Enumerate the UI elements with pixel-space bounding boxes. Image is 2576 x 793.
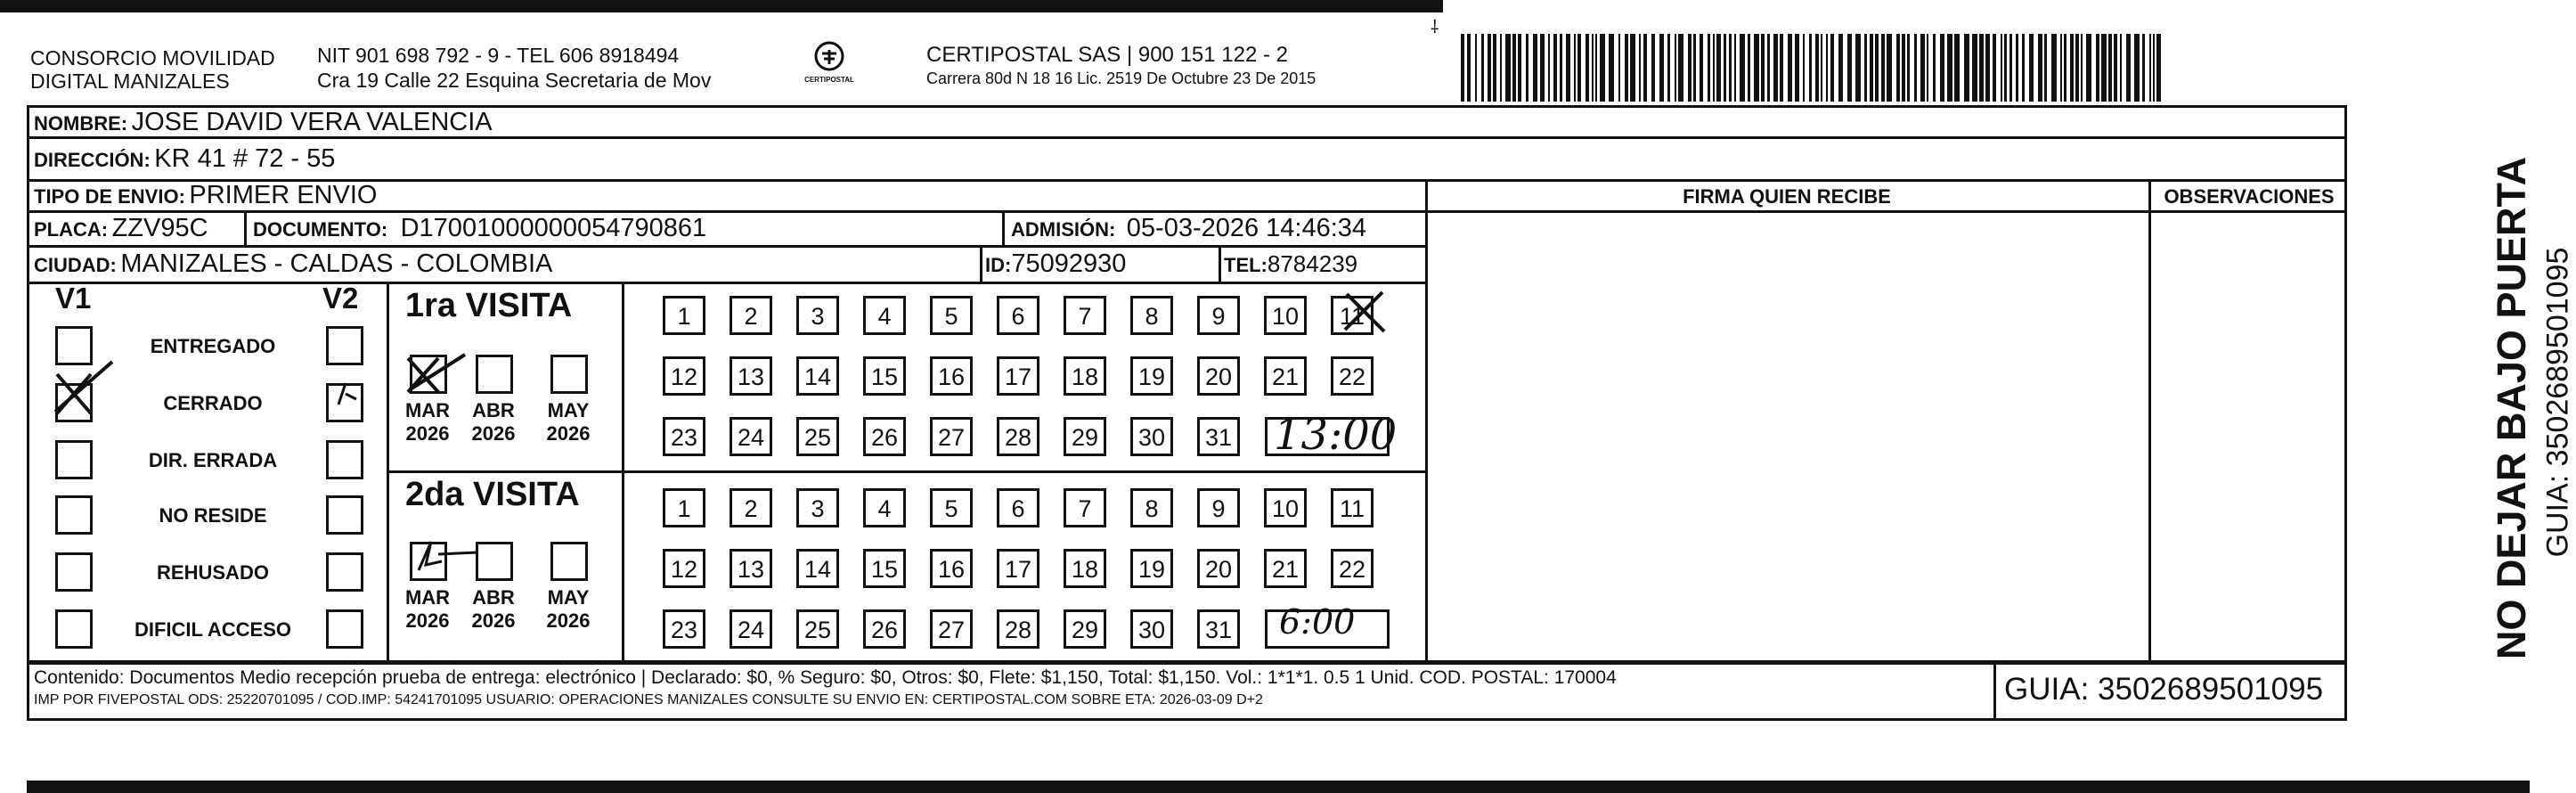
barcode-bar (1481, 34, 1484, 102)
nombre-label: NOMBRE: (34, 112, 128, 135)
barcode-bar (2075, 34, 2079, 102)
barcode-bar (1540, 34, 1545, 102)
barcode-bar (2038, 34, 2042, 102)
second-visit-time: 6:00 (1279, 602, 1356, 642)
first-day-box[interactable]: 13 (730, 356, 772, 396)
direccion-row (34, 141, 335, 181)
second-day-box[interactable]: 4 (863, 488, 906, 527)
year-label: 2026 (546, 422, 591, 445)
barcode-bar (1600, 34, 1605, 102)
barcode-bar (2134, 34, 2140, 102)
first-day-box[interactable]: 9 (1197, 296, 1240, 335)
id-cell (985, 245, 1126, 287)
first-day-box[interactable]: 7 (1064, 296, 1106, 335)
second-day-box[interactable]: 2 (730, 488, 772, 527)
second-day-box[interactable]: 22 (1331, 549, 1374, 588)
barcode-bar (2070, 34, 2074, 102)
second-day-box[interactable]: 24 (730, 609, 772, 649)
barcode-bar (1643, 34, 1647, 102)
barcode-bar (2101, 34, 2107, 102)
col-divider-observ (2148, 179, 2151, 663)
footer-line1: Contenido: Documentos Medio recepción prueba de entrega: electrónico | Declarado: $0, % Seguro: $0, Otros: $0, Flete: $1,150, Total: $1,150. Vol.: 1*1*1. 0.5 1 Unid. COD. POSTAL: 170004 (34, 667, 1617, 688)
barcode-bar (2016, 34, 2018, 102)
second-day-box[interactable]: 19 (1130, 549, 1173, 588)
first-day-box[interactable]: 20 (1197, 356, 1240, 396)
first-day-box[interactable]: 15 (863, 356, 906, 396)
v1-label: V1 (55, 282, 92, 315)
barcode-bar (1985, 34, 1990, 102)
first-day-box[interactable]: 18 (1064, 356, 1106, 396)
barcode-bar (1795, 34, 1799, 102)
tel-value: 8784239 (1267, 250, 1358, 277)
v1-checkbox[interactable] (55, 495, 93, 535)
barcode-bar (1826, 34, 1828, 102)
barcode-bar (1592, 34, 1594, 102)
barcode-bar (1716, 34, 1721, 102)
barcode-bar (1803, 34, 1805, 102)
barcode-bar (2051, 34, 2057, 102)
barcode-bar (1688, 34, 1692, 102)
barcode-bar (1518, 34, 1521, 102)
cerrado-v1-mark (50, 358, 121, 429)
row-divider (1425, 210, 2347, 213)
carrier-info (926, 43, 1316, 89)
col-divider (244, 210, 247, 246)
barcode-bar (1700, 34, 1703, 102)
ciudad-value: MANIZALES - CALDAS - COLOMBIA (120, 249, 553, 278)
nit-line: NIT 901 698 792 - 9 - TEL 606 8918494 (317, 44, 680, 67)
barcode-bar (1887, 34, 1892, 102)
second-day-box[interactable]: 13 (730, 549, 772, 588)
first-day-box[interactable]: 10 (1264, 296, 1307, 335)
first-day-box[interactable]: 21 (1264, 356, 1307, 396)
v1-checkbox[interactable] (55, 440, 93, 479)
barcode-bar (1475, 34, 1477, 102)
tel-label: TEL: (1224, 254, 1268, 276)
month-label: MAR (404, 586, 451, 609)
barcode-bar (2149, 34, 2151, 102)
barcode-bar (1809, 34, 1812, 102)
option-label: REHUSADO (157, 561, 269, 584)
barcode-bar (1560, 34, 1562, 102)
first-day-box[interactable]: 4 (863, 296, 906, 335)
col-divider (980, 245, 982, 282)
second-day-box[interactable]: 18 (1064, 549, 1106, 588)
company-line1: CONSORCIO MOVILIDAD (30, 46, 275, 69)
first-day-box[interactable]: 17 (997, 356, 1039, 396)
year-label: 2026 (546, 609, 591, 632)
month-label: ABR (472, 399, 515, 421)
barcode-bar (1500, 34, 1502, 102)
barcode-bar (1639, 34, 1641, 102)
barcode-bar (1830, 34, 1834, 102)
barcode-bar (2156, 34, 2161, 102)
logo-text: CERTIPOSTAL (804, 76, 854, 84)
barcode-bar (2120, 34, 2122, 102)
barcode-bar (1870, 34, 1873, 102)
side-warning: NO DEJAR BAJO PUERTA (2489, 156, 2534, 660)
v2-checkbox[interactable] (326, 609, 363, 649)
v1-checkbox[interactable] (55, 552, 93, 592)
second-day-box[interactable]: 8 (1130, 488, 1173, 527)
barcode-bar (1821, 34, 1822, 102)
first-day-box[interactable]: 2 (730, 296, 772, 335)
mar-first-mark (403, 349, 474, 403)
barcode-bar (1881, 34, 1885, 102)
second-visit-title: 2da VISITA (405, 476, 580, 513)
footer-line2: IMP POR FIVEPOSTAL ODS: 25220701095 / COD.IMP: 54241701095 USUARIO: OPERACIONES MANIZALES CONSULTE SU ENVIO EN: CERTIPOSTAL.COM SOBRE ETA: 2026-03-09 D+2 (34, 692, 1263, 707)
admision-value: 05-03-2026 14:46:34 (1126, 214, 1367, 242)
barcode-bar (1618, 34, 1620, 102)
visit-divider (387, 470, 1425, 473)
id-value: 75092930 (1011, 249, 1127, 278)
second-day-box[interactable]: 7 (1064, 488, 1106, 527)
barcode-bar (2044, 34, 2047, 102)
placa-value: ZZV95C (111, 214, 208, 242)
barcode-bar (1815, 34, 1819, 102)
second-day-box[interactable]: 28 (997, 609, 1039, 649)
id-label: ID: (985, 254, 1012, 276)
first-day-box[interactable]: 25 (796, 417, 839, 456)
barcode-bar (1767, 34, 1770, 102)
barcode-bar (1902, 34, 1905, 102)
company-name (30, 46, 275, 93)
barcode-bar (1651, 34, 1655, 102)
barcode-bar (1788, 34, 1792, 102)
barcode-bar (1855, 34, 1861, 102)
barcode-bar (2153, 34, 2155, 102)
barcode-bar (2004, 34, 2007, 102)
company-contact (317, 43, 711, 93)
day11-mark (1340, 285, 1393, 339)
year-label: 2026 (405, 609, 450, 632)
barcode-bar (1526, 34, 1528, 102)
barcode-bar (1773, 34, 1778, 102)
first-day-box[interactable]: 22 (1331, 356, 1374, 396)
barcode-bar (1780, 34, 1783, 102)
second-day-box[interactable]: 14 (796, 549, 839, 588)
barcode-bar (1566, 34, 1570, 102)
barcode-bar (1914, 34, 1917, 102)
certipostal-logo (802, 41, 857, 84)
barcode-bar (1920, 34, 1925, 102)
ciudad-cell (34, 245, 552, 287)
barcode-bar (1630, 34, 1635, 102)
first-day-box[interactable]: 28 (997, 417, 1039, 456)
first-day-box[interactable]: 5 (930, 296, 973, 335)
barcode-bar (1838, 34, 1843, 102)
barcode-bar (1461, 34, 1464, 102)
month-label: ABR (472, 586, 515, 609)
barcode-bar (1940, 34, 1944, 102)
second-day-box[interactable]: 30 (1130, 609, 1173, 649)
barcode-bar (1748, 34, 1750, 102)
documento-value: D17001000000054790861 (400, 214, 707, 242)
option-label: NO RESIDE (159, 504, 267, 527)
barcode-bar (1533, 34, 1537, 102)
second-day-box[interactable]: 16 (930, 549, 973, 588)
second-day-box[interactable]: 12 (663, 549, 705, 588)
first-day-box[interactable]: 6 (997, 296, 1039, 335)
v2-label: V2 (322, 282, 359, 315)
year-label: 2026 (471, 422, 516, 445)
barcode-bar (1467, 34, 1471, 102)
barcode-bar (1586, 34, 1589, 102)
second-day-box[interactable]: 17 (997, 549, 1039, 588)
barcode-bar (2009, 34, 2012, 102)
documento-label: DOCUMENTO: (253, 218, 388, 241)
firma-header: FIRMA QUIEN RECIBE (1683, 185, 1891, 208)
mar-second-mark (406, 535, 495, 579)
barcode-bar (1754, 34, 1759, 102)
tipo-envio-label: TIPO DE ENVIO: (34, 185, 185, 208)
side-guia: GUIA: 3502689501095 (2540, 247, 2575, 558)
barcode-bar (2081, 34, 2083, 102)
ciudad-label: CIUDAD: (34, 254, 117, 276)
first-day-box[interactable]: 24 (730, 417, 772, 456)
barcode-bar (1979, 34, 1984, 102)
barcode-bar (2064, 34, 2067, 102)
tel-cell (1224, 245, 1357, 287)
barcode-bar (1708, 34, 1710, 102)
col-divider (1219, 245, 1221, 282)
barcode-bar (1512, 34, 1516, 102)
barcode-bar (2142, 34, 2145, 102)
first-day-box[interactable]: 14 (796, 356, 839, 396)
barcode-bar (1678, 34, 1683, 102)
first-day-box[interactable]: 30 (1130, 417, 1173, 456)
observaciones-header: OBSERVACIONES (2164, 185, 2335, 208)
barcode-bar (2096, 34, 2099, 102)
col-divider-firma (1425, 179, 1428, 663)
first-day-box[interactable]: 26 (863, 417, 906, 456)
barcode-bar (1609, 34, 1614, 102)
v2-checkbox[interactable] (326, 552, 363, 592)
second-day-box[interactable]: 1 (663, 488, 705, 527)
carrier-line1: CERTIPOSTAL SAS | 900 151 122 - 2 (926, 43, 1288, 67)
footer-content (34, 666, 1617, 711)
option-label: ENTREGADO (150, 335, 276, 357)
barcode-bar (1574, 34, 1576, 102)
year-label: 2026 (405, 422, 450, 445)
second-day-box[interactable]: 3 (796, 488, 839, 527)
option-label: DIFICIL ACCESO (134, 618, 291, 641)
direccion-label: DIRECCIÓN: (34, 149, 151, 171)
barcode-bar (1972, 34, 1977, 102)
second-month-checkbox[interactable] (550, 542, 588, 581)
barcode-bar (2086, 34, 2091, 102)
first-day-box[interactable]: 23 (663, 417, 705, 456)
barcode-bar (2126, 34, 2131, 102)
barcode-bar (2022, 34, 2025, 102)
first-day-box[interactable]: 19 (1130, 356, 1173, 396)
barcode-bar (1548, 34, 1550, 102)
first-visit-time: 13:00 (1274, 410, 1398, 460)
barcode-bar (1659, 34, 1664, 102)
tipo-envio-value: PRIMER ENVIO (189, 181, 378, 209)
nombre-value: JOSE DAVID VERA VALENCIA (131, 108, 493, 136)
first-day-box[interactable]: 29 (1064, 417, 1106, 456)
second-day-box[interactable]: 25 (796, 609, 839, 649)
second-day-box[interactable]: 5 (930, 488, 973, 527)
barcode-bar (1493, 34, 1496, 102)
second-day-box[interactable]: 29 (1064, 609, 1106, 649)
first-month-checkbox[interactable] (476, 355, 513, 394)
barcode-bar (1864, 34, 1867, 102)
second-day-box[interactable]: 11 (1331, 488, 1374, 527)
cerrado-v2-mark (326, 374, 371, 419)
first-day-box[interactable]: 16 (930, 356, 973, 396)
barcode-bar (1740, 34, 1745, 102)
barcode-bar (1713, 34, 1715, 102)
barcode-bar (2029, 34, 2034, 102)
direccion-value: KR 41 # 72 - 55 (154, 144, 336, 173)
first-day-box[interactable]: 27 (930, 417, 973, 456)
logo-icon (811, 41, 847, 71)
first-day-box[interactable]: 31 (1197, 417, 1240, 456)
month-label: MAR (404, 399, 451, 421)
second-day-box[interactable]: 20 (1197, 549, 1240, 588)
first-day-box[interactable]: 11 (1331, 296, 1374, 335)
placa-label: PLACA: (34, 218, 109, 241)
barcode-bar (1734, 34, 1736, 102)
barcode-bar (1896, 34, 1900, 102)
second-day-box[interactable]: 10 (1264, 488, 1307, 527)
second-day-box[interactable]: 15 (863, 549, 906, 588)
barcode-bar (1553, 34, 1557, 102)
barcode-bar (1761, 34, 1765, 102)
option-label: CERRADO (163, 392, 263, 414)
barcode-bar (1724, 34, 1726, 102)
carrier-line2: Carrera 80d N 18 16 Lic. 2519 De Octubre 23 De 2015 (926, 69, 1317, 87)
barcode-bar (1505, 34, 1511, 102)
v2-checkbox[interactable] (326, 326, 363, 365)
scan-speck-icon: ⸸ (1431, 18, 1439, 37)
second-day-box[interactable]: 9 (1197, 488, 1240, 527)
barcode-bar (1927, 34, 1928, 102)
nombre-row (34, 105, 493, 136)
first-day-box[interactable]: 1 (663, 296, 705, 335)
barcode-bar (1847, 34, 1852, 102)
month-label: MAY (547, 399, 590, 421)
footer-guia: GUIA: 3502689501095 (2004, 672, 2324, 707)
v2-checkbox[interactable] (326, 440, 363, 479)
v1-checkbox[interactable] (55, 609, 93, 649)
second-day-box[interactable]: 31 (1197, 609, 1240, 649)
barcode-bar (2060, 34, 2062, 102)
barcode-bar (2114, 34, 2117, 102)
address-line: Cra 19 Calle 22 Esquina Secretaria de Mov (317, 69, 712, 92)
barcode-bar (1907, 34, 1910, 102)
barcode-bar (1675, 34, 1676, 102)
barcode-bar (1595, 34, 1597, 102)
barcode-bar (1993, 34, 1996, 102)
year-label: 2026 (471, 609, 516, 632)
barcode-bar (1693, 34, 1696, 102)
barcode-bar (1667, 34, 1670, 102)
first-day-box[interactable]: 8 (1130, 296, 1173, 335)
second-day-box[interactable]: 26 (863, 609, 906, 649)
barcode-bar (1488, 34, 1491, 102)
barcode-bar (2001, 34, 2002, 102)
first-visit-title: 1ra VISITA (405, 287, 573, 324)
barcode-bar (1875, 34, 1879, 102)
second-day-box[interactable]: 21 (1264, 549, 1307, 588)
scan-bottom-edge (27, 781, 2530, 793)
barcode-bar (1964, 34, 1969, 102)
barcode-bar (1625, 34, 1628, 102)
company-line2: DIGITAL MANIZALES (30, 69, 230, 93)
admision-label: ADMISIÓN: (1011, 218, 1116, 241)
second-day-box[interactable]: 23 (663, 609, 705, 649)
v2-checkbox[interactable] (326, 495, 363, 535)
first-month-checkbox[interactable] (550, 355, 588, 394)
barcode (1461, 34, 2173, 102)
row-divider (27, 136, 2347, 139)
barcode-bar (2108, 34, 2112, 102)
second-day-box[interactable]: 27 (930, 609, 973, 649)
barcode-bar (1729, 34, 1732, 102)
barcode-bar (1577, 34, 1581, 102)
second-day-box[interactable]: 6 (997, 488, 1039, 527)
first-day-box[interactable]: 12 (663, 356, 705, 396)
col-divider (1002, 210, 1005, 246)
first-day-box[interactable]: 3 (796, 296, 839, 335)
barcode-bar (1947, 34, 1952, 102)
barcode-bar (1954, 34, 1960, 102)
month-label: MAY (547, 586, 590, 609)
barcode-bar (1933, 34, 1936, 102)
scan-top-edge (0, 0, 1443, 12)
option-label: DIR. ERRADA (148, 449, 278, 471)
